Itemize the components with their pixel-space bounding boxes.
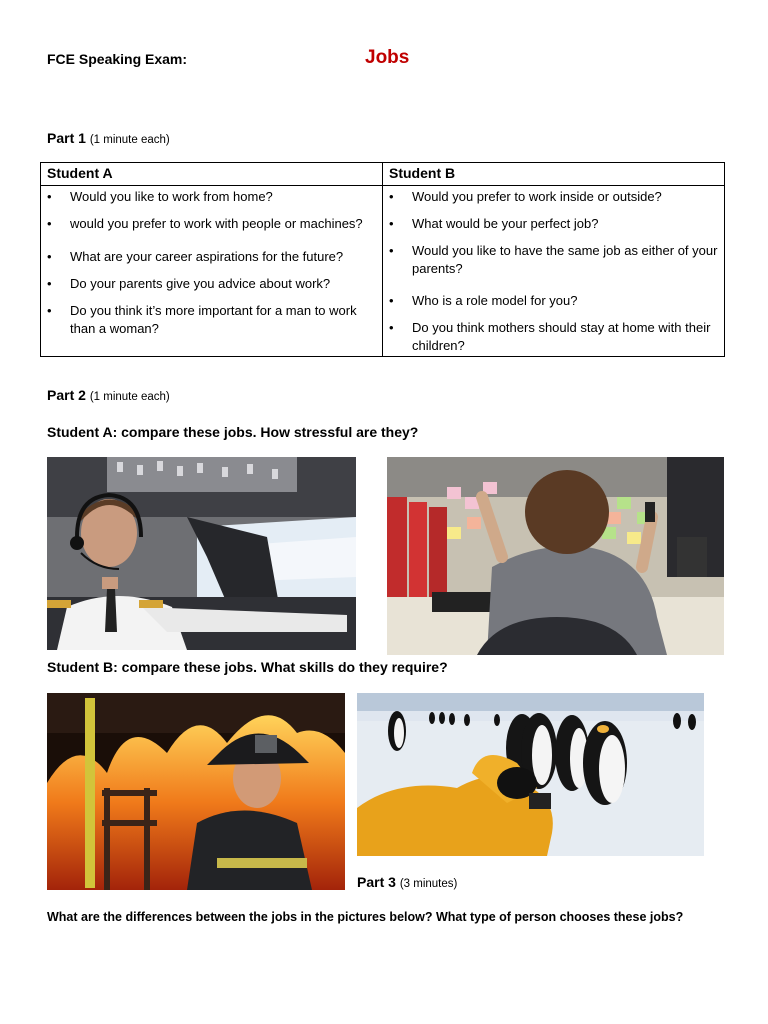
list-item: • What are your career aspirations for the future?: [45, 248, 378, 266]
student-b-task: Student B: compare these jobs. What skills do they require?: [47, 659, 448, 675]
part3-heading: [357, 874, 457, 890]
list-item: • Would you prefer to work inside or outside?: [387, 188, 720, 206]
student-b-questions: [383, 186, 725, 357]
list-item: • Do your parents give you advice about work?: [45, 275, 378, 293]
pilot-photo: [47, 457, 356, 650]
list-item: • Do you think mothers should stay at home with their children?: [387, 319, 720, 355]
firefighter-photo: [47, 693, 345, 890]
office-worker-photo: [387, 457, 724, 655]
part1-question-table: [40, 162, 725, 357]
part2-heading: [47, 387, 170, 403]
list-item: • Would you like to work from home?: [45, 188, 378, 206]
part1-label: Part 1: [47, 130, 86, 146]
part3-label: Part 3: [357, 874, 396, 890]
list-item: • Would you like to have the same job as either of your parents?: [387, 242, 720, 278]
penguin-photographer-photo: [357, 693, 704, 856]
student-a-header: Student A: [41, 163, 383, 186]
exam-title: FCE Speaking Exam:: [47, 51, 188, 67]
part1-note: (1 minute each): [89, 134, 170, 146]
student-b-header: Student B: [383, 163, 725, 186]
topic-title: Jobs: [365, 47, 410, 68]
part1-heading: [47, 130, 170, 146]
list-item: • Who is a role model for you?: [387, 292, 720, 310]
part3-question: What are the differences between the jobs in the pictures below? What type of person chooses these jobs?: [47, 910, 684, 924]
student-a-questions: [41, 186, 383, 357]
list-item: • What would be your perfect job?: [387, 215, 720, 233]
part2-note: (1 minute each): [89, 391, 170, 403]
part3-note: (3 minutes): [399, 878, 458, 890]
list-item: • Do you think it’s more important for a man to work than a woman?: [45, 302, 378, 338]
part2-label: Part 2: [47, 387, 86, 403]
student-a-task: Student A: compare these jobs. How stressful are they?: [47, 424, 419, 440]
list-item: • would you prefer to work with people or machines?: [45, 215, 378, 233]
